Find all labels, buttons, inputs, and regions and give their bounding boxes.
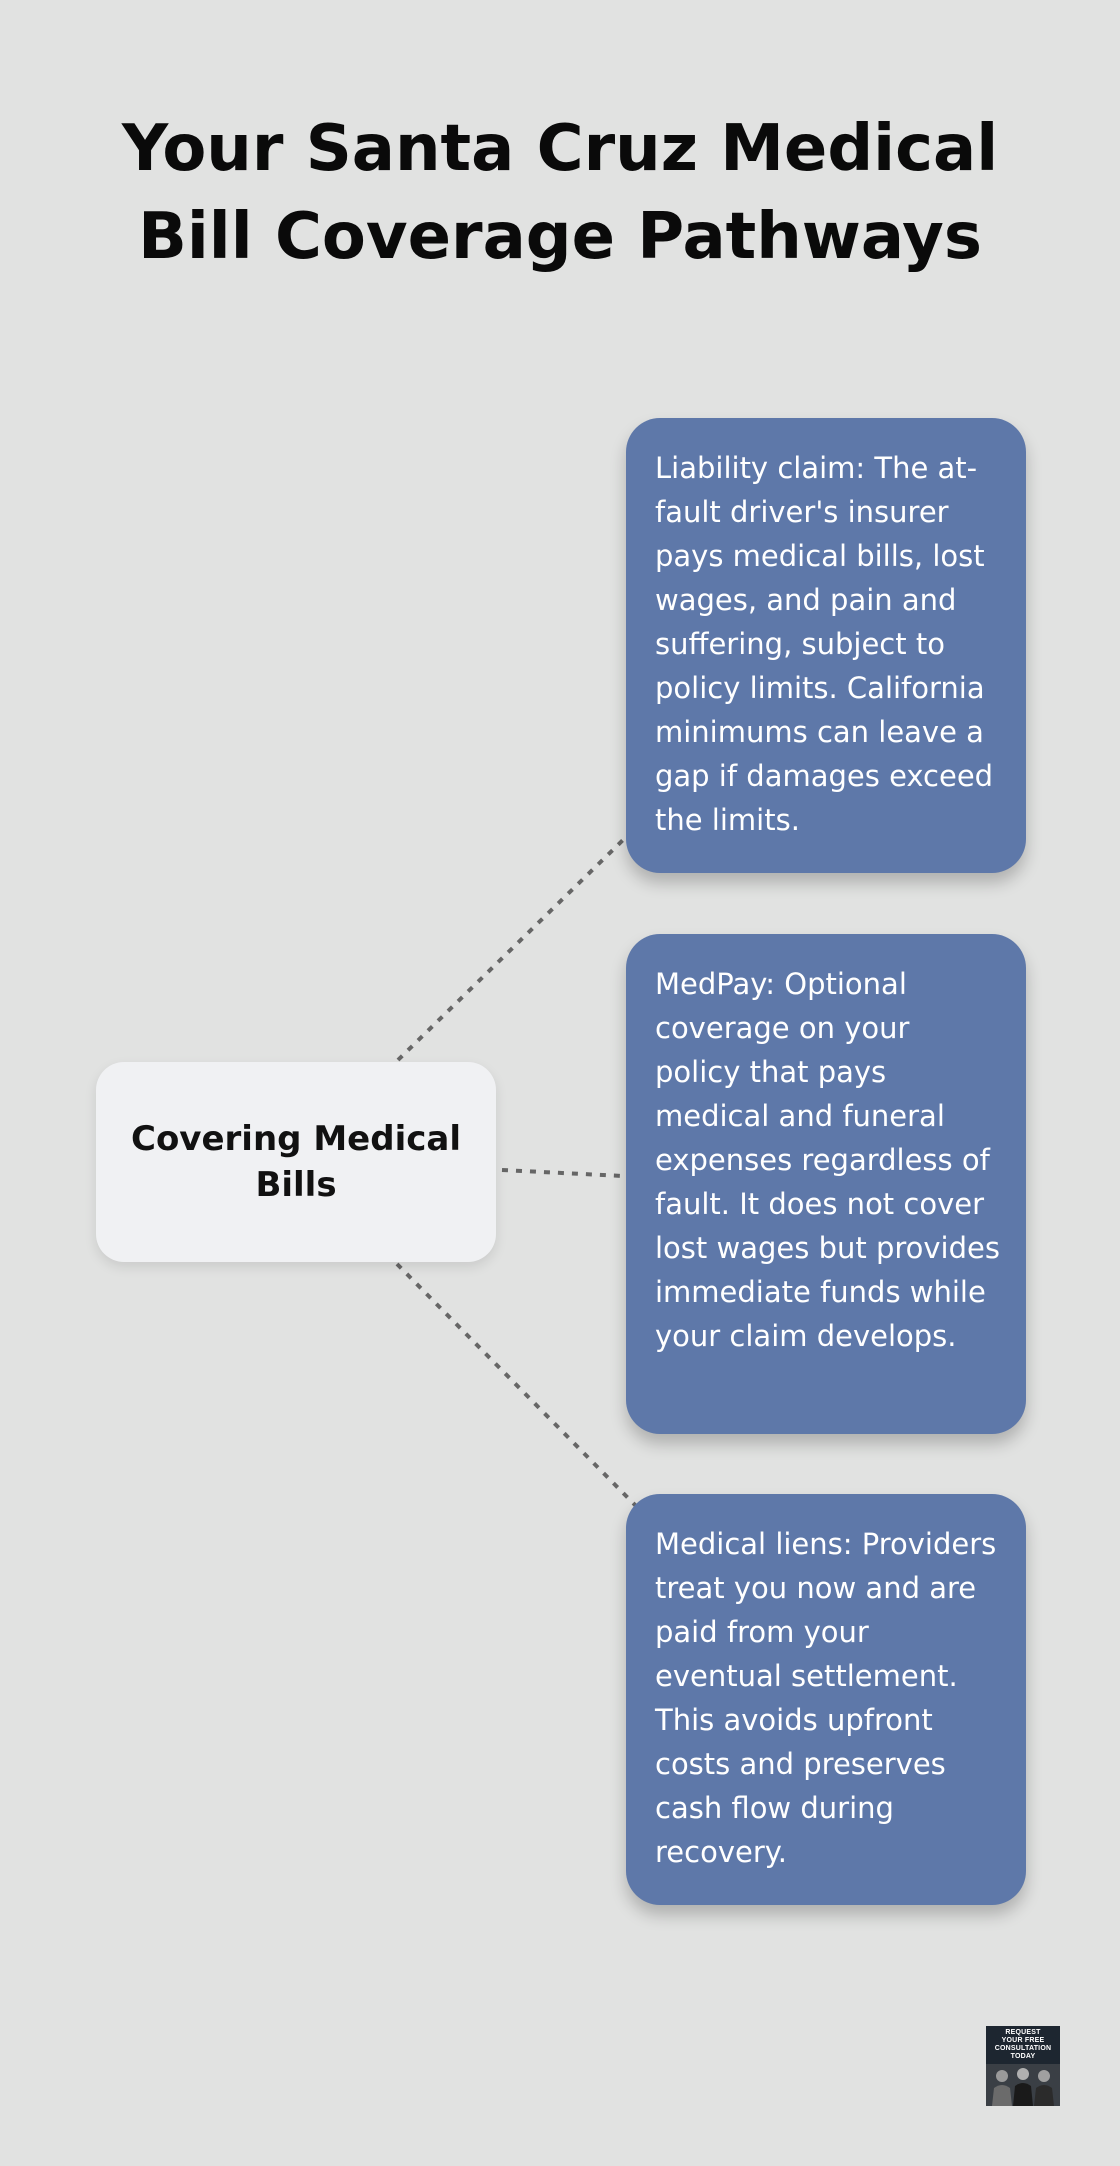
badge-text: REQUEST YOUR FREE CONSULTATION TODAY bbox=[994, 2029, 1052, 2060]
connector-to-medpay bbox=[502, 1170, 623, 1176]
team-photo-icon bbox=[986, 2064, 1060, 2106]
hub-node bbox=[96, 1062, 496, 1262]
connector-to-liens bbox=[397, 1264, 636, 1506]
consultation-badge[interactable] bbox=[986, 2026, 1060, 2106]
card-text: Medical liens: Providers treat you now and are paid from your eventual settlement. This avoids upfront costs and preserves cash flow during recovery. bbox=[655, 1527, 997, 1869]
card-medpay bbox=[626, 934, 1026, 1434]
card-text: MedPay: Optional coverage on your policy that pays medical and funeral expenses regardless of fault. It does not cover lost wages but provides immediate funds while your claim develops. bbox=[655, 967, 1000, 1353]
card-medical-liens bbox=[626, 1494, 1026, 1905]
card-text: Liability claim: The at-fault driver's insurer pays medical bills, lost wages, and pain and suffering, subject to policy limits. California minimums can leave a gap if damages exceed the limits. bbox=[655, 451, 994, 837]
card-liability-claim bbox=[626, 418, 1026, 873]
hub-label: Covering Medical Bills bbox=[131, 1119, 461, 1205]
connector-to-liability bbox=[398, 840, 623, 1060]
diagram-title: Your Santa Cruz Medical Bill Coverage Pathways bbox=[121, 112, 999, 274]
